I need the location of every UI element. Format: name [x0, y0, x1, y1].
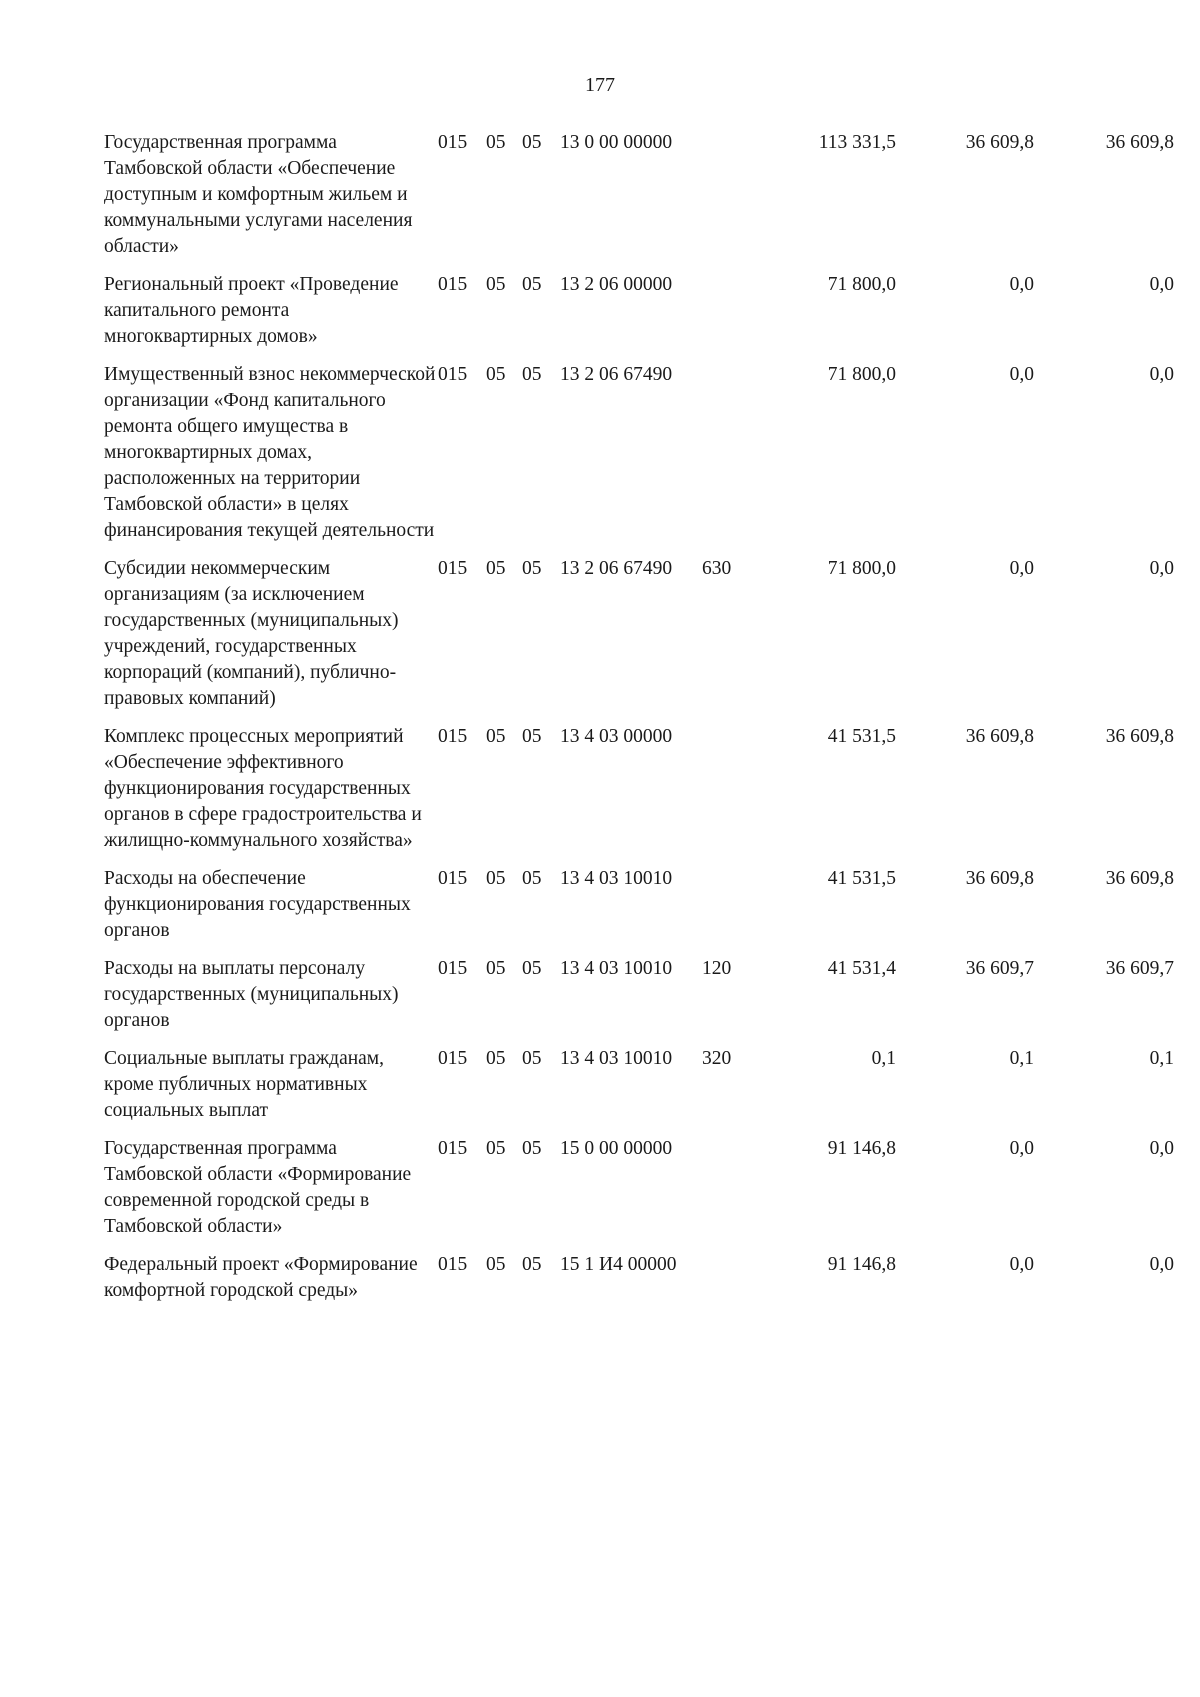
row-name: Расходы на обеспечение функционирования государственных органов [104, 868, 411, 941]
amount-year-2: 0,0 [1009, 274, 1034, 295]
amount-year-1: 113 331,5 [818, 132, 896, 153]
row-name: Федеральный проект «Формирование комфортной городской среды» [104, 1254, 418, 1301]
ministry-code: 015 [438, 868, 468, 889]
ministry-code: 015 [438, 958, 468, 979]
subsection-code: 05 [522, 726, 542, 747]
section-code: 05 [486, 132, 506, 153]
expense-type-code [702, 866, 764, 956]
ministry-code: 015 [438, 274, 468, 295]
table-row [104, 956, 1174, 1046]
expense-type-code: 630 [702, 558, 732, 579]
amount-year-1: 71 800,0 [827, 274, 896, 295]
amount-year-2: 36 609,8 [965, 868, 1034, 889]
amount-year-3: 0,0 [1149, 1138, 1174, 1159]
target-article-code: 13 4 03 10010 [560, 868, 673, 889]
expense-type-code [702, 724, 764, 866]
amount-year-1: 41 531,4 [827, 958, 896, 979]
table-row [104, 1046, 1174, 1136]
table-row [104, 272, 1174, 362]
section-code: 05 [486, 274, 506, 295]
subsection-code: 05 [522, 1138, 542, 1159]
amount-year-3: 36 609,8 [1105, 132, 1174, 153]
amount-year-2: 0,0 [1009, 1254, 1034, 1275]
table-row [104, 1136, 1174, 1252]
amount-year-3: 36 609,7 [1105, 958, 1174, 979]
section-code: 05 [486, 1254, 506, 1275]
amount-year-2: 36 609,8 [965, 132, 1034, 153]
row-name: Субсидии некоммерческим организациям (за исключением государственных (муниципальных) учреждений, государственных корпораций (компаний), публично-правовых компаний) [104, 558, 399, 709]
amount-year-3: 0,0 [1149, 558, 1174, 579]
amount-year-2: 36 609,7 [965, 958, 1034, 979]
row-name: Государственная программа Тамбовской области «Формирование современной городской среды в Тамбовской области» [104, 1138, 412, 1237]
target-article-code: 13 4 03 10010 [560, 958, 673, 979]
subsection-code: 05 [522, 868, 542, 889]
section-code: 05 [486, 726, 506, 747]
target-article-code: 13 2 06 67490 [560, 364, 673, 385]
amount-year-1: 91 146,8 [827, 1138, 896, 1159]
section-code: 05 [486, 1048, 506, 1069]
amount-year-2: 0,0 [1009, 364, 1034, 385]
target-article-code: 15 1 И4 00000 [560, 1254, 677, 1275]
page-number: 177 [585, 74, 615, 96]
amount-year-3: 0,0 [1149, 274, 1174, 295]
expense-type-code: 320 [702, 1048, 732, 1069]
row-name: Государственная программа Тамбовской области «Обеспечение доступным и комфортным жильем и коммунальными услугами населения области» [104, 132, 413, 257]
ministry-code: 015 [438, 132, 468, 153]
target-article-code: 13 2 06 67490 [560, 558, 673, 579]
target-article-code: 13 0 00 00000 [560, 132, 673, 153]
budget-table-body [104, 130, 1174, 1316]
subsection-code: 05 [522, 132, 542, 153]
amount-year-1: 41 531,5 [827, 726, 896, 747]
section-code: 05 [486, 364, 506, 385]
amount-year-3: 36 609,8 [1105, 726, 1174, 747]
expense-type-code [702, 362, 764, 556]
ministry-code: 015 [438, 1254, 468, 1275]
row-name: Региональный проект «Проведение капитального ремонта многоквартирных домов» [104, 274, 399, 347]
section-code: 05 [486, 958, 506, 979]
row-name: Расходы на выплаты персоналу государственных (муниципальных) органов [104, 958, 399, 1031]
amount-year-1: 71 800,0 [827, 364, 896, 385]
amount-year-1: 41 531,5 [827, 868, 896, 889]
table-row [104, 1252, 1174, 1316]
expense-type-code [702, 130, 764, 272]
table-row [104, 362, 1174, 556]
section-code: 05 [486, 558, 506, 579]
amount-year-1: 71 800,0 [827, 558, 896, 579]
expense-type-code [702, 272, 764, 362]
subsection-code: 05 [522, 1254, 542, 1275]
amount-year-1: 91 146,8 [827, 1254, 896, 1275]
amount-year-3: 36 609,8 [1105, 868, 1174, 889]
ministry-code: 015 [438, 1048, 468, 1069]
amount-year-2: 0,0 [1009, 1138, 1034, 1159]
expense-type-code: 120 [702, 958, 732, 979]
amount-year-3: 0,0 [1149, 1254, 1174, 1275]
row-name: Социальные выплаты гражданам, кроме публичных нормативных социальных выплат [104, 1048, 385, 1121]
table-row [104, 724, 1174, 866]
amount-year-1: 0,1 [871, 1048, 896, 1069]
amount-year-3: 0,0 [1149, 364, 1174, 385]
subsection-code: 05 [522, 274, 542, 295]
budget-table [104, 130, 1174, 1316]
target-article-code: 13 2 06 00000 [560, 274, 673, 295]
amount-year-2: 0,1 [1009, 1048, 1034, 1069]
subsection-code: 05 [522, 558, 542, 579]
section-code: 05 [486, 868, 506, 889]
section-code: 05 [486, 1138, 506, 1159]
ministry-code: 015 [438, 726, 468, 747]
table-row [104, 130, 1174, 272]
expense-type-code [702, 1136, 764, 1252]
expense-type-code [702, 1252, 764, 1316]
ministry-code: 015 [438, 364, 468, 385]
target-article-code: 13 4 03 00000 [560, 726, 673, 747]
row-name: Имущественный взнос некоммерческой организации «Фонд капитального ремонта общего имущества в многоквартирных домах, расположенных на территории Тамбовской области» в целях финансирования текущей деятельности [104, 364, 436, 541]
amount-year-2: 36 609,8 [965, 726, 1034, 747]
target-article-code: 13 4 03 10010 [560, 1048, 673, 1069]
subsection-code: 05 [522, 364, 542, 385]
row-name: Комплекс процессных мероприятий «Обеспечение эффективного функционирования государственных органов в сфере градостроительства и жилищно-коммунального хозяйства» [104, 726, 422, 851]
target-article-code: 15 0 00 00000 [560, 1138, 673, 1159]
table-row [104, 866, 1174, 956]
subsection-code: 05 [522, 958, 542, 979]
table-row [104, 556, 1174, 724]
amount-year-2: 0,0 [1009, 558, 1034, 579]
ministry-code: 015 [438, 558, 468, 579]
ministry-code: 015 [438, 1138, 468, 1159]
subsection-code: 05 [522, 1048, 542, 1069]
amount-year-3: 0,1 [1149, 1048, 1174, 1069]
